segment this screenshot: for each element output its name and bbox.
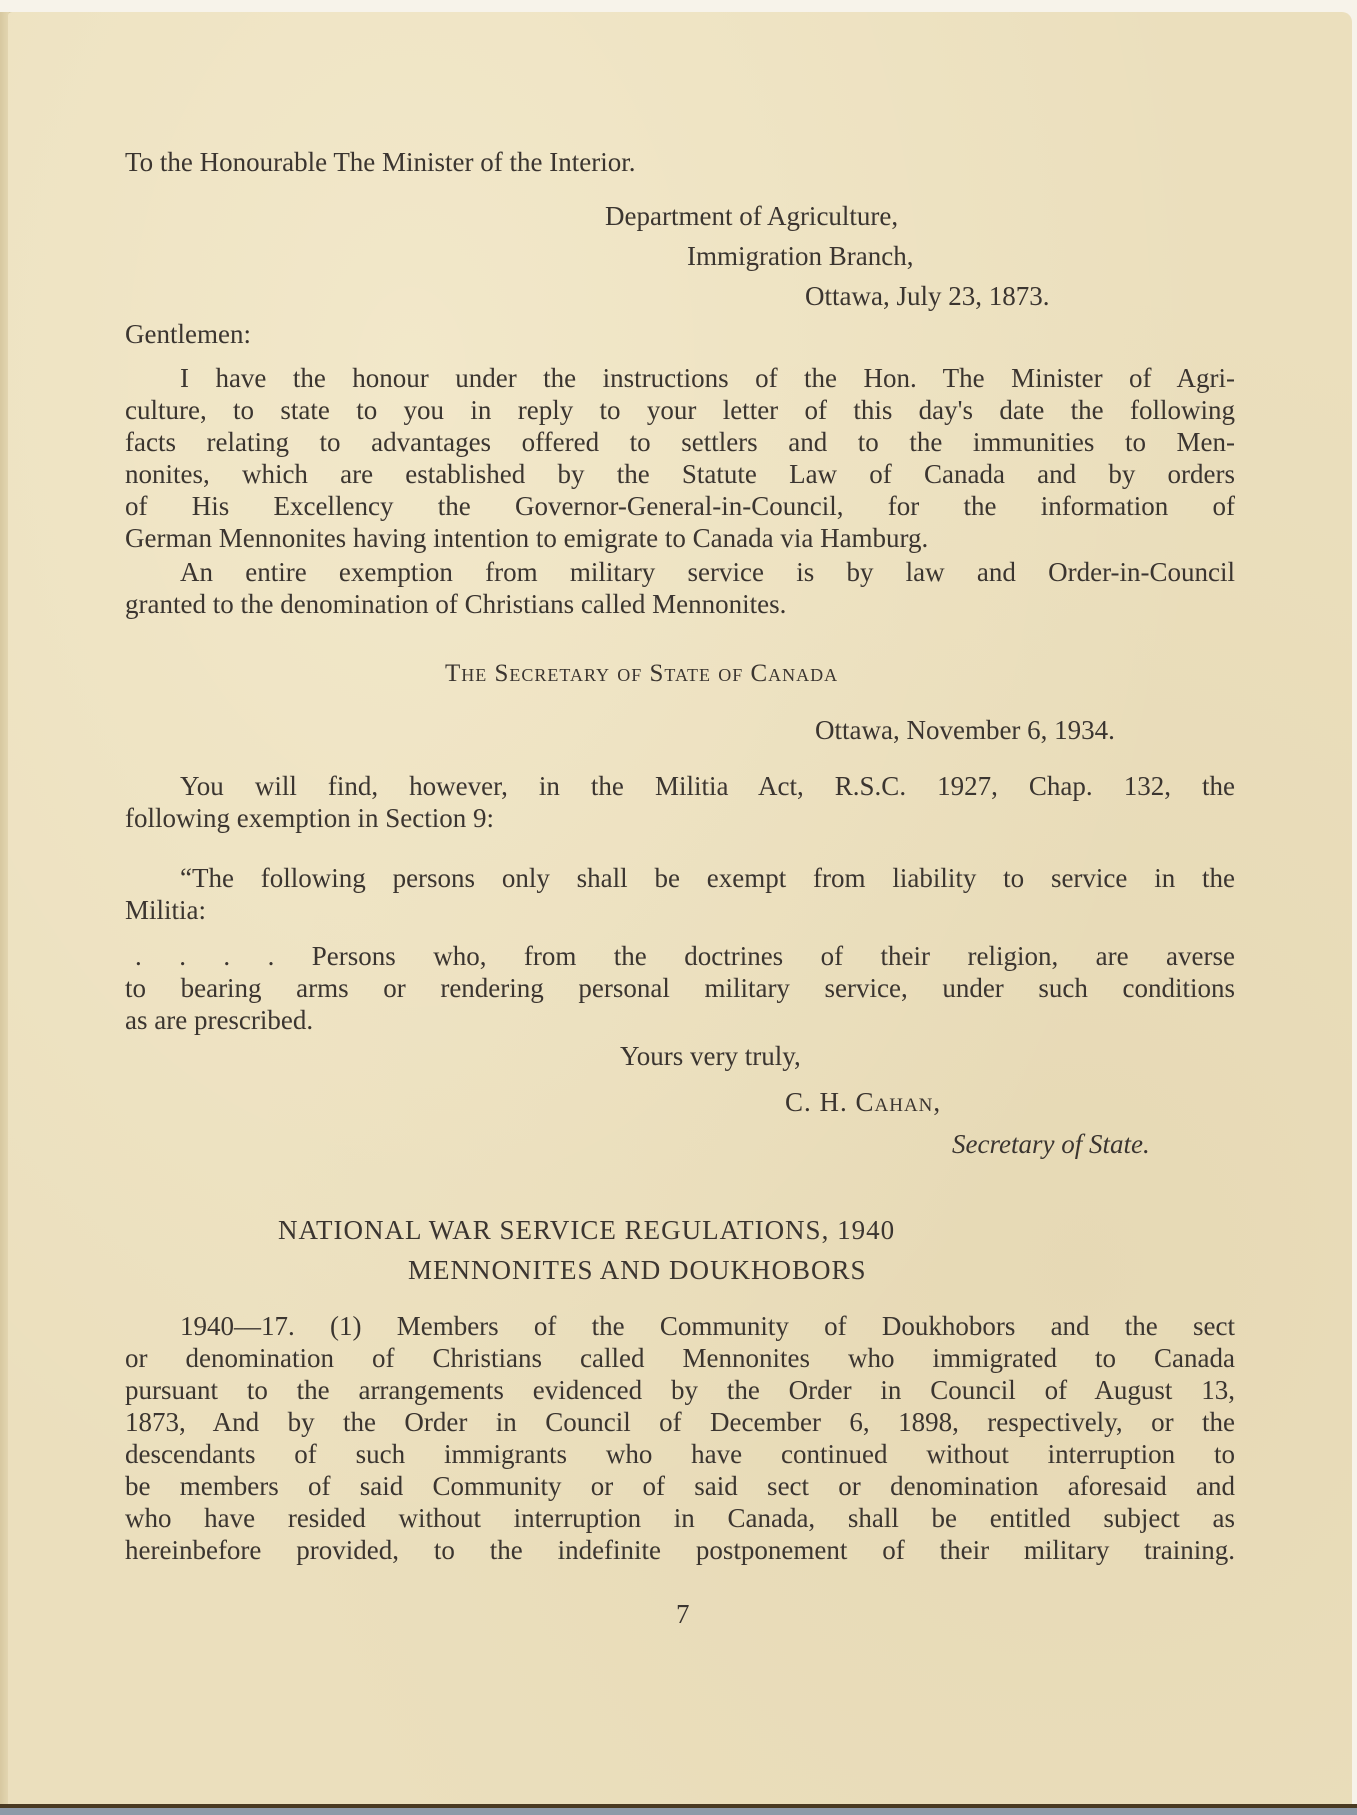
letter-addressee: To the Honourable The Minister of the Interior. [125, 147, 636, 177]
quote-line: Militia: [125, 895, 206, 925]
letter-1873-paragraph-1 [125, 362, 1235, 554]
quote-line: to bearing arms or rendering personal military service, under such conditions [125, 973, 1235, 1003]
paragraph-line: hereinbefore provided, to the indefinite postponement of their military training. [125, 1535, 1235, 1565]
salutation: Gentlemen: [125, 319, 251, 349]
paragraph-line: following exemption in Section 9: [125, 803, 494, 833]
quote-line: “The following persons only shall be exempt from liability to service in the [180, 863, 1235, 893]
sender-branch: Immigration Branch, [687, 241, 914, 271]
page-number: 7 [676, 1599, 690, 1629]
regulations-paragraph [125, 1310, 1235, 1566]
quote-line: as are prescribed. [125, 1005, 314, 1035]
signature-title: Secretary of State. [952, 1129, 1150, 1159]
quote-line: . . . . Persons who, from the doctrines of their religion, are averse [135, 941, 1235, 971]
paragraph-line: 1940—17. (1) Members of the Community of Doukhobors and the sect [180, 1311, 1235, 1341]
militia-act-quote [125, 862, 1235, 926]
militia-act-exemption [125, 940, 1235, 1036]
paragraph-line: descendants of such immigrants who have continued without interruption to [125, 1439, 1235, 1469]
paragraph-line: or denomination of Christians called Mennonites who immigrated to Canada [125, 1343, 1235, 1373]
paragraph-line: 1873, And by the Order in Council of December 6, 1898, respectively, or the [125, 1407, 1235, 1437]
letter-1934-date: Ottawa, November 6, 1934. [815, 715, 1115, 745]
sender-date: Ottawa, July 23, 1873. [805, 281, 1050, 311]
paragraph-line: You will find, however, in the Militia Act, R.S.C. 1927, Chap. 132, the [180, 771, 1235, 801]
letter-1934-paragraph-1 [125, 770, 1235, 834]
regulations-title: NATIONAL WAR SERVICE REGULATIONS, 1940 [278, 1215, 896, 1245]
background-strip [0, 1808, 1357, 1815]
secretary-of-state-heading: The Secretary of State of Canada [445, 660, 839, 687]
paragraph-line: who have resided without interruption in Canada, shall be entitled subject as [125, 1503, 1235, 1533]
paragraph-line: granted to the denomination of Christians called Mennonites. [125, 589, 787, 619]
paragraph-line: German Mennonites having intention to emigrate to Canada via Hamburg. [125, 523, 929, 553]
paragraph-line: facts relating to advantages offered to settlers and to the immunities to Men- [125, 427, 1235, 457]
paragraph-line: pursuant to the arrangements evidenced by the Order in Council of August 13, [125, 1375, 1235, 1405]
paragraph-line: of His Excellency the Governor-General-in-Council, for the information of [125, 491, 1235, 521]
sender-department: Department of Agriculture, [605, 201, 899, 231]
paragraph-line: An entire exemption from military service is by law and Order-in-Council [180, 557, 1235, 587]
closing: Yours very truly, [620, 1041, 801, 1071]
signature-name: C. H. Cahan, [785, 1087, 942, 1117]
paragraph-line: I have the honour under the instructions of the Hon. The Minister of Agri- [180, 363, 1235, 393]
letter-1873-paragraph-2 [125, 556, 1235, 620]
paragraph-line: nonites, which are established by the Statute Law of Canada and by orders [125, 459, 1235, 489]
paragraph-line: be members of said Community or of said sect or denomination aforesaid and [125, 1471, 1235, 1501]
paragraph-line: culture, to state to you in reply to your letter of this day's date the following [125, 395, 1235, 425]
regulations-subtitle: MENNONITES AND DOUKHOBORS [408, 1255, 867, 1285]
